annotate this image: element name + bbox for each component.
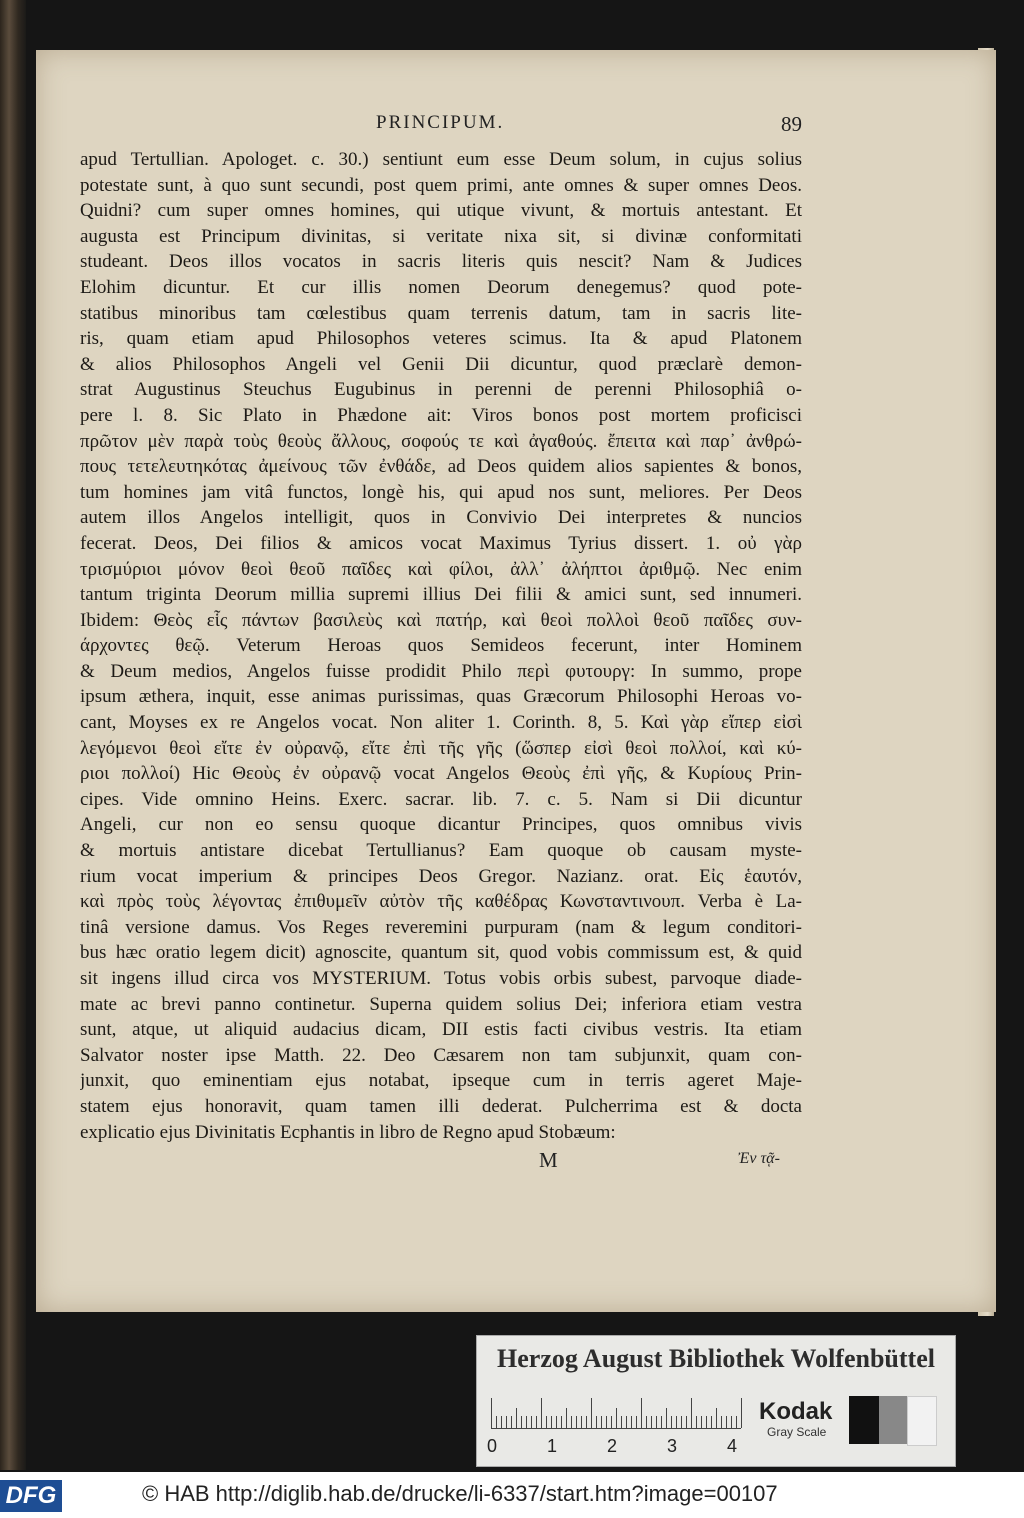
- copyright-link[interactable]: © HAB http://diglib.hab.de/drucke/li-6337/start.htm?image=00107: [142, 1481, 778, 1506]
- text-line: πρῶτον μὲν παρὰ τοὺς θεοὺς ἄλλους, σοφούς τε καὶ ἀγαθούς. ἔπειτα καὶ παρ᾽ ἀνθρώ-: [80, 430, 802, 452]
- text-line: λεγόμενοι θεοὶ εἴτε ἐν οὐρανῷ, εἴτε ἐπὶ τῆς γῆς (ὥσπερ εἰσὶ θεοὶ πολλοί, καὶ κύ-: [80, 737, 802, 759]
- ruler-tick: [601, 1416, 602, 1428]
- text-line: explicatio ejus Divinitatis Ecphantis in libro de Regno apud Stobæum:: [80, 1121, 616, 1143]
- text-line: strat Augustinus Steuchus Eugubinus in perenni de perenni Philosophiâ o-: [80, 379, 802, 401]
- catchword: Ἐν τᾷ-: [738, 1150, 780, 1167]
- ruler-tick: [636, 1416, 637, 1428]
- ruler-tick: [511, 1416, 512, 1428]
- ruler-tick: [711, 1416, 712, 1428]
- ruler-tick: [556, 1416, 557, 1428]
- scale-number: 2: [607, 1436, 618, 1456]
- ruler-tick: [671, 1416, 672, 1428]
- text-line: ris, quam etiam apud Philosophos veteres scimus. Ita & apud Platonem: [80, 328, 802, 350]
- ruler-tick: [531, 1416, 532, 1428]
- body-text: [80, 147, 802, 1145]
- text-line: & Deum medios, Angelos fuisse prodidit Philo περὶ φυτουργ: In summo, prope: [80, 660, 802, 682]
- ruler-tick: [621, 1416, 622, 1428]
- text-line: cipes. Vide omnino Heins. Exerc. sacrar. lib. 7. c. 5. Nam si Dii dicuntur: [80, 788, 802, 810]
- book-cover-edge: [0, 0, 26, 1470]
- text-line: fecerat. Deos, Dei filios & amicos vocat Maximus Tyrius dissert. 1. οὐ γὰρ: [80, 532, 802, 554]
- ruler-tick: [501, 1416, 502, 1428]
- ruler-tick: [581, 1416, 582, 1428]
- ruler-tick: [526, 1416, 527, 1428]
- text-line: καὶ πρὸς τοὺς λέγοντας ἐπιθυμεῖν αὐτὸν τῆς καθέδρας Κωνσταντινουπ. Verba è La-: [80, 891, 802, 913]
- text-line: Ibidem: Θεὸς εἷς πάντων βασιλεὺς καὶ πατήρ, καὶ θεοὶ πολλοὶ θεοῦ παῖδες συν-: [80, 609, 802, 631]
- text-line: mate ac brevi panno continetur. Superna quidem solius Dei; inferiora etiam vestra: [80, 993, 802, 1015]
- ruler-tick: [726, 1416, 727, 1428]
- ruler-tick: [576, 1416, 577, 1428]
- page-number: 89: [781, 112, 802, 136]
- ruler-tick: [661, 1416, 662, 1428]
- ruler-tick: [536, 1416, 537, 1428]
- gray-swatch-white: [907, 1396, 937, 1446]
- text-line: cant, Moyses ex re Angelos vocat. Non aliter 1. Corinth. 8, 5. Καὶ γὰρ εἴπερ εἰσὶ: [80, 712, 802, 734]
- text-line: studeant. Deos illos vocatos in sacris literis quis nescit? Nam & Judices: [80, 251, 802, 273]
- text-line: junxit, quo eminentiam ejus notabat, ipseque cum in terris ageret Maje-: [80, 1070, 802, 1092]
- text-line: bus hæc oratio legem dicit) agnoscite, quantum sit, quod vobis commissum est, & quid: [80, 942, 802, 964]
- text-line: πους τετελευτηκότας ἀμείνους τῶν ἐνθάδε, ad Deos quidem alios sapientes & bonos,: [80, 456, 802, 478]
- ruler-tick: [521, 1416, 522, 1428]
- text-line: rium vocat imperium & principes Deos Gregor. Nazianz. orat. Εἰς ἑαυτόν,: [80, 865, 802, 887]
- ruler-tick: [551, 1416, 552, 1428]
- ruler-tick: [506, 1416, 507, 1428]
- text-line: statibus minoribus tam cœlestibus quam terrenis datum, tam in sacris lite-: [80, 302, 802, 324]
- ruler-tick: [741, 1398, 742, 1428]
- ruler-scale: [491, 1398, 741, 1429]
- ruler-tick: [686, 1416, 687, 1428]
- ruler-tick: [651, 1416, 652, 1428]
- ruler-tick: [656, 1416, 657, 1428]
- text-line: ριοι πολλοί) Hic Θεοὺς ἐν οὐρανῷ vocat Angelos Θεοὺς ἐπὶ γῆς, & Κυρίους Prin-: [80, 763, 802, 785]
- text-line: Quidni? cum super omnes homines, qui utique vivunt, & mortuis antestant. Et: [80, 200, 802, 222]
- ruler-tick: [681, 1416, 682, 1428]
- ruler-tick: [716, 1408, 717, 1428]
- ruler-tick: [591, 1398, 592, 1428]
- ruler-tick: [606, 1416, 607, 1428]
- color-calibration-card: [476, 1335, 956, 1467]
- text-line: augusta est Principum divinitas, si veritate nixa sit, si divinæ conformitati: [80, 225, 802, 247]
- ruler-tick: [546, 1416, 547, 1428]
- scale-number: 4: [727, 1436, 738, 1456]
- text-line: Salvator noster ipse Matth. 22. Deo Cæsarem non tam subjunxit, quam con-: [80, 1044, 802, 1066]
- text-line: ipsum æthera, inquit, esse animas purissimas, quas Græcorum Philosophi Heroas vo-: [80, 686, 802, 708]
- ruler-tick: [646, 1416, 647, 1428]
- ruler-tick: [701, 1416, 702, 1428]
- signature-mark: M: [539, 1148, 558, 1172]
- viewer-footer: [0, 1472, 1024, 1518]
- ruler-tick: [676, 1416, 677, 1428]
- text-line: Elohim dicuntur. Et cur illis nomen Deorum denegemus? quod pote-: [80, 276, 802, 298]
- kodak-brand: Kodak: [759, 1398, 833, 1425]
- text-line: potestate sunt, à quo sunt secundi, post quem primi, ante omnes & super omnes Deos.: [80, 174, 802, 196]
- text-line: apud Tertullian. Apologet. c. 30.) sentiunt eum esse Deum solum, in cujus solius: [80, 149, 802, 170]
- running-head: PRINCIPUM.: [376, 112, 505, 133]
- ruler-tick: [491, 1398, 492, 1428]
- text-line: & mortuis antistare dicebat Tertullianus? Eam quoque ob causam myste-: [80, 840, 802, 862]
- ruler-tick: [616, 1408, 617, 1428]
- ruler-tick: [696, 1416, 697, 1428]
- text-line: autem illos Angelos intelligit, quos in Convivio Dei interpretes & nuncios: [80, 507, 802, 529]
- ruler-tick: [496, 1416, 497, 1428]
- text-line: tum homines jam vitâ functos, longè his, qui apud nos sunt, meliores. Per Deos: [80, 481, 802, 503]
- gray-swatch-mid: [879, 1396, 907, 1444]
- ruler-tick: [541, 1398, 542, 1428]
- scale-number: 3: [667, 1436, 678, 1456]
- text-line: sunt, atque, ut aliquid audacius dicam, DII estis facti civibus vestris. Ita etiam: [80, 1019, 802, 1041]
- scale-number: 1: [547, 1436, 558, 1456]
- ruler-tick: [641, 1398, 642, 1428]
- ruler-tick: [596, 1416, 597, 1428]
- ruler-tick: [706, 1416, 707, 1428]
- ruler-tick: [571, 1416, 572, 1428]
- text-line: τρισμύριοι μόνον θεοὶ θεοῦ παῖδες καὶ φίλοι, ἀλλ᾽ ἀλήπτοι ἀριθμῷ. Nec enim: [80, 558, 802, 580]
- ruler-tick: [631, 1416, 632, 1428]
- ruler-tick: [666, 1408, 667, 1428]
- ruler-tick: [561, 1416, 562, 1428]
- gray-swatch-black: [849, 1396, 879, 1444]
- ruler-tick: [731, 1416, 732, 1428]
- text-line: & alios Philosophos Angeli vel Genii Dii dicuntur, quod præclarè demon-: [80, 353, 802, 375]
- library-name: Herzog August Bibliothek Wolfenbüttel: [497, 1344, 935, 1373]
- ruler-tick: [516, 1408, 517, 1428]
- scale-number: 0: [487, 1436, 498, 1456]
- ruler-tick: [736, 1416, 737, 1428]
- ruler-tick: [626, 1416, 627, 1428]
- text-line: pere l. 8. Sic Plato in Phædone ait: Viros bonos post mortem proficisci: [80, 404, 802, 426]
- text-line: sit ingens illud circa vos MYSTERIUM. Totus vobis orbis subest, parvoque diade-: [80, 968, 802, 989]
- text-line: tinâ versione damus. Vos Reges reveremini purpuram (nam & legum conditori-: [80, 916, 802, 938]
- dfg-logo: DFG: [0, 1480, 62, 1512]
- ruler-tick: [611, 1416, 612, 1428]
- ruler-tick: [691, 1398, 692, 1428]
- text-line: άρχοντες θεῷ. Veterum Heroas quos Semideos fecerunt, inter Hominem: [80, 635, 802, 657]
- text-line: Angeli, cur non eo sensu quoque dicantur Principes, quos omnibus vivis: [80, 814, 802, 836]
- ruler-tick: [586, 1416, 587, 1428]
- text-line: statem ejus honoravit, quam tamen illi dederat. Pulcherrima est & docta: [80, 1095, 802, 1117]
- text-line: tantum triginta Deorum millia supremi illius Dei filii & amici sunt, sed innumeri.: [80, 584, 802, 606]
- ruler-tick: [566, 1408, 567, 1428]
- ruler-tick: [721, 1416, 722, 1428]
- gray-scale-label: Gray Scale: [767, 1425, 827, 1439]
